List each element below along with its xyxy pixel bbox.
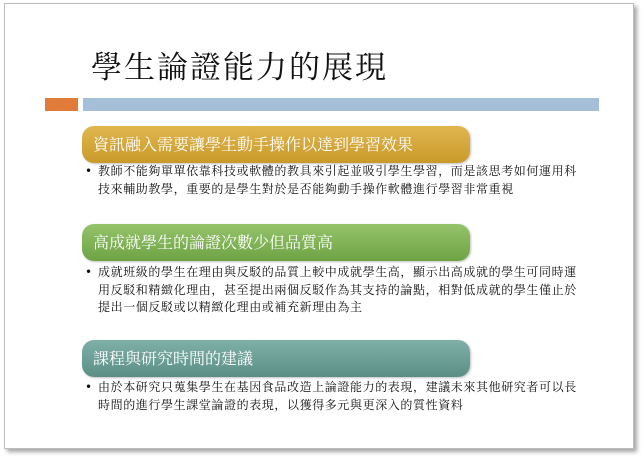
bullet-item-1 xyxy=(85,163,585,198)
bullet-dot-icon: • xyxy=(85,265,93,279)
slide xyxy=(4,3,634,449)
bullet-text: 由於本研究只蒐集學生在基因食品改造上論證能力的表現，建議未來其他研究者可以長時間的進行學生課堂論證的表現，以獲得多元與更深入的質性資料 xyxy=(98,380,577,412)
bullet-item-3 xyxy=(85,379,585,414)
title-underline-bar xyxy=(83,98,599,111)
section-header-2: 高成就學生的論證次數少但品質高 xyxy=(82,224,470,261)
bullet-text: 成就班級的學生在理由與反駁的品質上較中成就學生高，顯示出高成就的學生可同時運用反駁和精緻化理由，甚至提出兩個反駁作為其支持的論點，相對低成就的學生僅止於提出一個反駁或以精緻化理由或補充新理由為主 xyxy=(98,265,577,314)
bullet-dot-icon: • xyxy=(85,380,93,394)
bullet-dot-icon: • xyxy=(85,164,93,178)
slide-title: 學生論證能力的展現 xyxy=(91,50,388,86)
bullet-text: 教師不能夠單單依靠科技或軟體的教具來引起並吸引學生學習，而是該思考如何運用科技來輔助教學，重要的是學生對於是否能夠動手操作軟體進行學習非常重視 xyxy=(98,164,577,196)
section-header-1: 資訊融入需要讓學生動手操作以達到學習效果 xyxy=(82,126,470,163)
section-header-3: 課程與研究時間的建議 xyxy=(82,340,470,377)
accent-bar xyxy=(45,98,78,111)
bullet-item-2 xyxy=(85,264,585,317)
